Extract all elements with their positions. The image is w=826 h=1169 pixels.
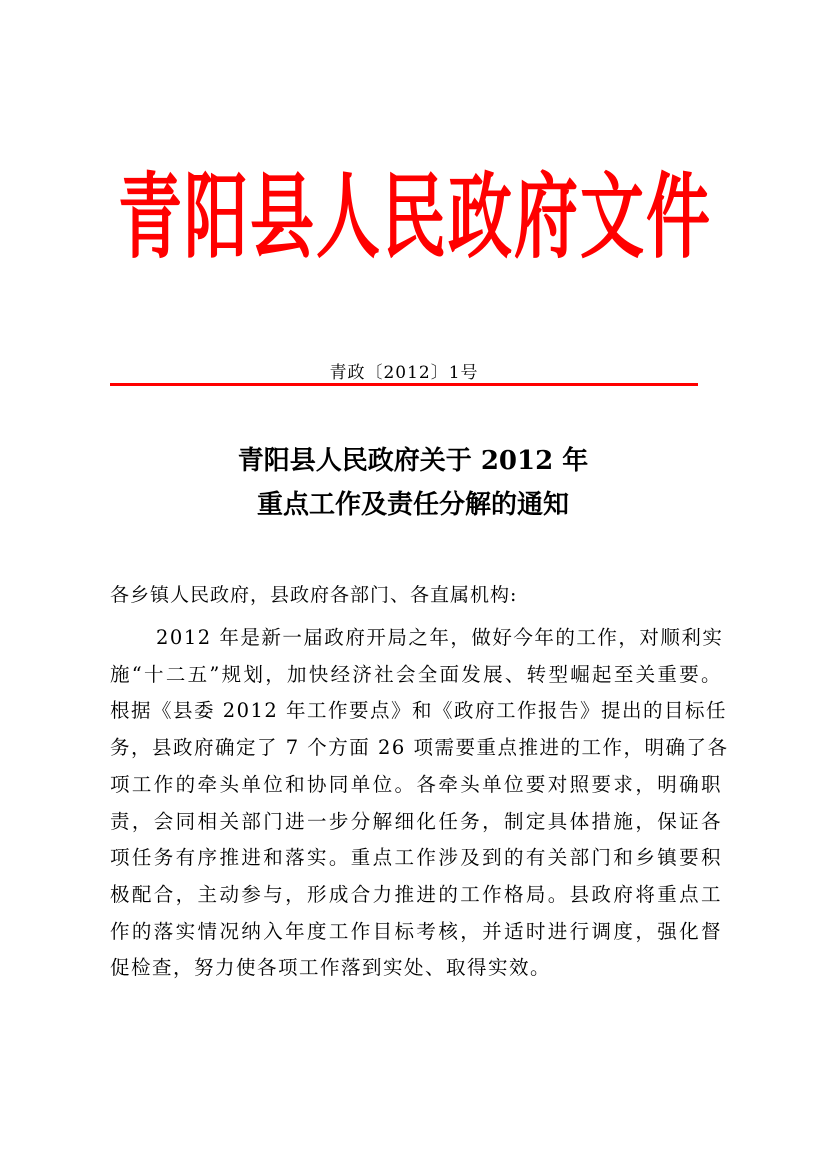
body-line: 作的落实情况纳入年度工作目标考核，并适时进行调度，强化督 <box>110 919 722 943</box>
body-line: 2012 年是新一届政府开局之年，做好今年的工作，对顺利实 <box>156 626 724 649</box>
body-line: 责，会同相关部门进一步分解细化任务，制定具体措施，保证各 <box>110 809 722 833</box>
issuer-title: 青阳县人民政府文件 <box>118 165 712 273</box>
body-line: 务，县政府确定了 7 个方面 26 项需要重点推进的工作，明确了各 <box>110 736 729 760</box>
body-line: 促检查，努力使各项工作落到实处、取得实效。 <box>110 956 552 980</box>
document-number: 青政〔2012〕1号 <box>329 363 479 383</box>
body-line: 项工作的牵头单位和协同单位。各牵头单位要对照要求，明确职 <box>110 772 722 796</box>
body-line: 极配合，主动参与，形成合力推进的工作格局。县政府将重点工 <box>110 882 722 906</box>
body-paragraph <box>110 620 729 987</box>
salutation: 各乡镇人民政府，县政府各部门、各直属机构: <box>110 584 518 606</box>
document-header <box>100 140 730 280</box>
body-line: 项任务有序推进和落实。重点工作涉及到的有关部门和乡镇要积 <box>110 846 722 870</box>
red-separator-rule <box>110 383 698 386</box>
body-line: 根据《县委 2012 年工作要点》和《政府工作报告》提出的目标任 <box>110 699 728 723</box>
notice-title-line-2: 重点工作及责任分解的通知 <box>256 490 569 520</box>
body-line: 施“十二五”规划，加快经济社会全面发展、转型崛起至关重要。 <box>110 662 722 686</box>
notice-title-line-1: 青阳县人民政府关于 2012 年 <box>237 446 589 476</box>
